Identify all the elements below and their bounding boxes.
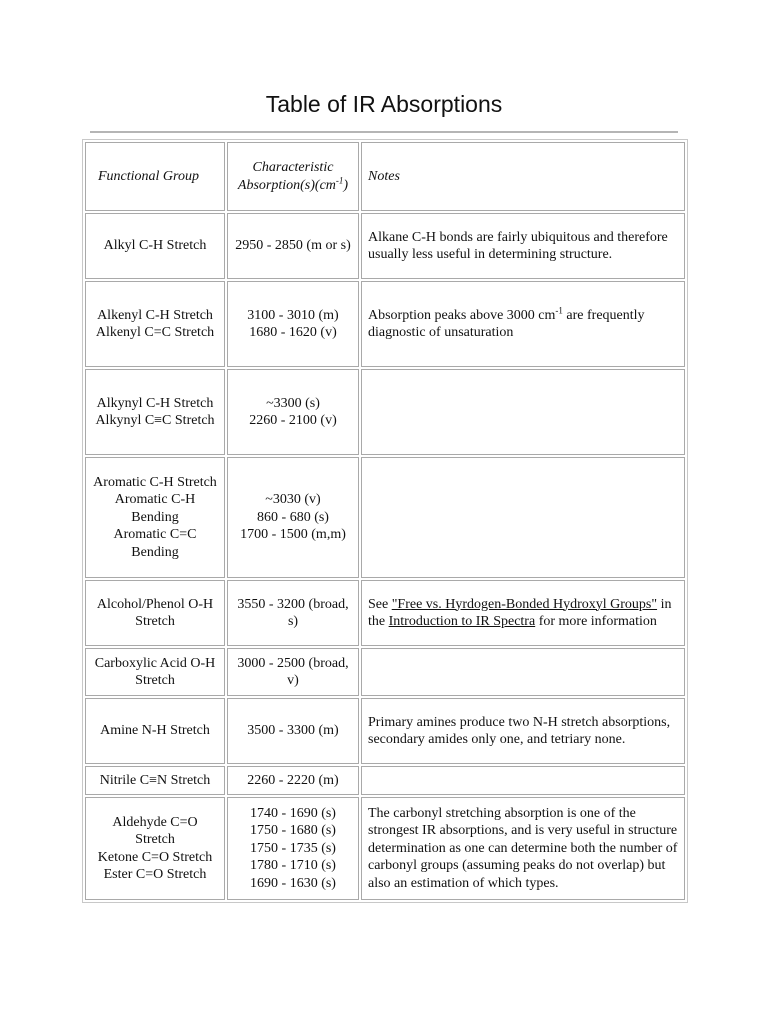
free-vs-hydrogen-bonded-link[interactable]: "Free vs. Hyrdogen-Bonded Hydroxyl Groups": [391, 596, 658, 612]
functional-group-name: Amine N-H Stretch: [100, 723, 210, 739]
header-absorption: [227, 142, 359, 211]
absorption-value: 1740 - 1690 (s): [250, 805, 336, 821]
absorption-value: ~3300 (s): [266, 395, 320, 411]
notes-cell: The carbonyl stretching absorption is one of the strongest IR absorptions, and is very useful in structure determination as one can determine both the number of carbonyl groups (assuming peaks do not overlap) but also an estimation of which types.: [361, 797, 685, 900]
note-text: Absorption peaks above 3000 cm: [368, 307, 556, 323]
absorption-cell: [227, 648, 359, 696]
functional-group-cell: [85, 369, 225, 455]
header-notes: Notes: [361, 142, 685, 211]
note-text: in the: [368, 596, 672, 629]
note-text: for more information: [535, 614, 657, 629]
table-row: [85, 213, 685, 279]
note-superscript: -1: [555, 304, 563, 315]
functional-group-name: Alcohol/Phenol O-H Stretch: [96, 596, 214, 629]
absorption-value: 860 - 680 (s): [257, 509, 329, 525]
header-absorption-text: Characteristic Absorption(s)(cm: [237, 160, 336, 193]
absorption-cell: [227, 698, 359, 764]
absorption-value: 2260 - 2220 (m): [247, 772, 339, 788]
table-row: [85, 580, 685, 646]
functional-group-cell: [85, 797, 225, 900]
absorption-cell: [227, 766, 359, 795]
table-row: [85, 369, 685, 455]
absorption-cell: [227, 369, 359, 455]
absorption-value: 3500 - 3300 (m): [247, 723, 339, 739]
absorption-cell: [227, 281, 359, 367]
functional-group-cell: [85, 698, 225, 764]
functional-group-cell: [85, 213, 225, 279]
notes-cell: [361, 648, 685, 696]
functional-group-name: Alkyl C-H Stretch: [103, 238, 207, 254]
absorption-cell: [227, 213, 359, 279]
absorption-value: 2260 - 2100 (v): [249, 413, 337, 428]
absorption-value: 1750 - 1735 (s): [250, 840, 336, 856]
absorption-value: 3550 - 3200 (broad, s): [237, 596, 349, 629]
table-row: [85, 698, 685, 764]
functional-group-name: Alkenyl C-H Stretch: [97, 307, 213, 323]
functional-group-name: Nitrile C≡N Stretch: [99, 772, 211, 788]
functional-group-name: Aromatic C-H Bending: [114, 492, 196, 525]
functional-group-cell: [85, 648, 225, 696]
absorption-value: 1780 - 1710 (s): [250, 858, 336, 874]
notes-cell: [361, 766, 685, 795]
header-absorption-superscript: -1: [335, 174, 344, 185]
page-title: Table of IR Absorptions: [265, 91, 503, 117]
absorption-value: 3000 - 2500 (broad, v): [237, 655, 349, 688]
table-row: [85, 797, 685, 900]
absorption-value: 3100 - 3010 (m): [247, 307, 339, 323]
functional-group-cell: [85, 580, 225, 646]
ir-absorption-table: [82, 139, 688, 903]
functional-group-name: Alkynyl C≡C Stretch: [95, 413, 215, 428]
table-row: [85, 281, 685, 367]
notes-cell: [361, 369, 685, 455]
functional-group-name: Carboxylic Acid O-H Stretch: [94, 655, 216, 688]
table-row: [85, 766, 685, 795]
table-row: [85, 648, 685, 696]
note-text: See: [368, 596, 392, 612]
functional-group-name: Alkynyl C-H Stretch: [96, 395, 214, 411]
functional-group-cell: [85, 281, 225, 367]
absorption-value: ~3030 (v): [265, 492, 321, 508]
notes-cell: Alkane C-H bonds are fairly ubiquitous and therefore usually less useful in determining structure.: [361, 213, 685, 279]
table-header-row: [85, 142, 685, 211]
notes-cell: [361, 457, 685, 578]
note-text: are frequently diagnostic of unsaturation: [368, 307, 645, 340]
absorption-cell: [227, 457, 359, 578]
absorption-cell: [227, 580, 359, 646]
absorption-value: 2950 - 2850 (m or s): [235, 238, 351, 254]
title-divider: [90, 131, 678, 133]
absorption-value: 1690 - 1630 (s): [250, 875, 336, 891]
functional-group-cell: [85, 766, 225, 795]
functional-group-name: Aromatic C=C Bending: [113, 527, 197, 560]
absorption-cell: [227, 797, 359, 900]
header-functional-group: Functional Group: [85, 142, 225, 211]
absorption-value: 1750 - 1680 (s): [250, 823, 336, 839]
absorption-value: 1700 - 1500 (m,m): [240, 527, 346, 543]
functional-group-name: Alkenyl C=C Stretch: [95, 325, 215, 340]
notes-cell: Primary amines produce two N-H stretch absorptions, secondary amides only one, and tetriary none.: [361, 698, 685, 764]
intro-to-ir-spectra-link[interactable]: Introduction to IR Spectra: [388, 614, 536, 629]
functional-group-cell: [85, 457, 225, 578]
table-row: [85, 457, 685, 578]
functional-group-name: Aldehyde C=O Stretch: [112, 814, 198, 847]
functional-group-name: Aromatic C-H Stretch: [93, 474, 217, 490]
functional-group-name: Ester C=O Stretch: [103, 867, 207, 882]
absorption-value: 1680 - 1620 (v): [249, 325, 337, 340]
notes-cell: [361, 281, 685, 367]
functional-group-name: Ketone C=O Stretch: [97, 849, 213, 865]
header-absorption-close: ): [343, 177, 349, 193]
notes-cell: [361, 580, 685, 646]
